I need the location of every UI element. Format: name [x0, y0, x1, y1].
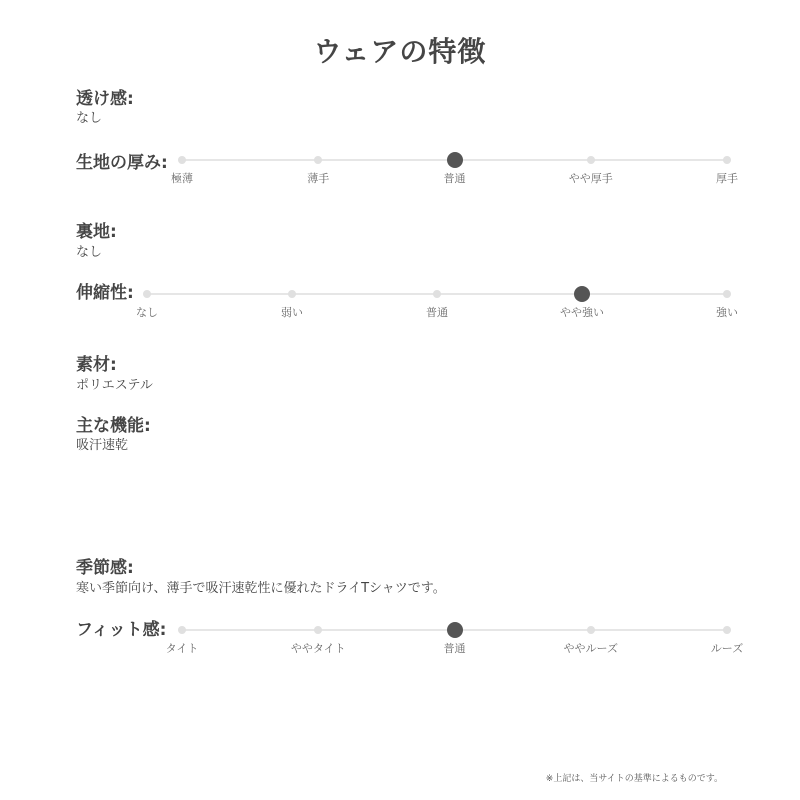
thickness-scale-dot-selected — [447, 152, 463, 168]
fit-scale-option-label: ルーズ — [710, 642, 744, 655]
fit-label: フィット感: — [76, 620, 167, 640]
stretch-scale-option-label: やや強い — [560, 306, 604, 319]
thickness-scale-option-label: 極薄 — [171, 172, 193, 185]
stretch-scale-dot — [143, 290, 151, 298]
thickness-scale-option-label: 薄手 — [307, 172, 330, 185]
thickness-scale-option-label: やや厚手 — [568, 172, 613, 185]
fit-scale-dot — [723, 626, 731, 634]
thickness-scale-option-label: 厚手 — [716, 172, 738, 185]
function-value: 吸汗速乾 — [76, 438, 129, 453]
stretch-scale-option-label: 強い — [716, 306, 738, 319]
fit-scale-dot-selected — [447, 622, 463, 638]
stretch-scale-dot — [288, 290, 296, 298]
fit-scale — [165, 623, 744, 663]
fit-scale-option-label: ややルーズ — [563, 642, 618, 655]
stretch-scale — [136, 287, 738, 327]
thickness-scale-option-label: 普通 — [443, 172, 466, 185]
stretch-scale-option-label: なし — [136, 306, 158, 319]
transparency-value: なし — [76, 111, 103, 126]
season-value: 寒い季節向け、薄手で吸汗速乾性に優れたドライTシャツです。 — [76, 581, 446, 596]
stretch-scale-dot-selected — [574, 286, 590, 302]
lining-value: なし — [76, 245, 103, 260]
lining-label: 裏地: — [76, 222, 117, 242]
fit-scale-option-label: ややタイト — [290, 642, 346, 655]
fit-scale-dot — [178, 626, 186, 634]
stretch-scale-dot — [723, 290, 731, 298]
fit-scale-option-label: 普通 — [443, 642, 466, 655]
material-value: ポリエステル — [76, 378, 153, 393]
footnote: ※上記は、当サイトの基準によるものです。 — [545, 774, 723, 784]
thickness-scale-dot — [723, 156, 731, 164]
fit-scale-dot — [587, 626, 595, 634]
stretch-scale-option-label: 普通 — [426, 306, 448, 319]
stretch-label: 伸縮性: — [76, 283, 134, 303]
function-label: 主な機能: — [76, 416, 151, 436]
page-title: ウェアの特徴 — [313, 35, 487, 68]
material-label: 素材: — [76, 355, 117, 375]
thickness-scale — [171, 153, 738, 193]
fit-scale-option-label: タイト — [165, 642, 199, 655]
stretch-scale-option-label: 弱い — [281, 306, 303, 319]
thickness-label: 生地の厚み: — [76, 153, 168, 173]
thickness-scale-dot — [178, 156, 186, 164]
thickness-scale-dot — [587, 156, 595, 164]
transparency-label: 透け感: — [76, 89, 134, 109]
thickness-scale-dot — [314, 156, 322, 164]
fit-scale-dot — [314, 626, 322, 634]
season-label: 季節感: — [76, 558, 134, 578]
stretch-scale-dot — [433, 290, 441, 298]
